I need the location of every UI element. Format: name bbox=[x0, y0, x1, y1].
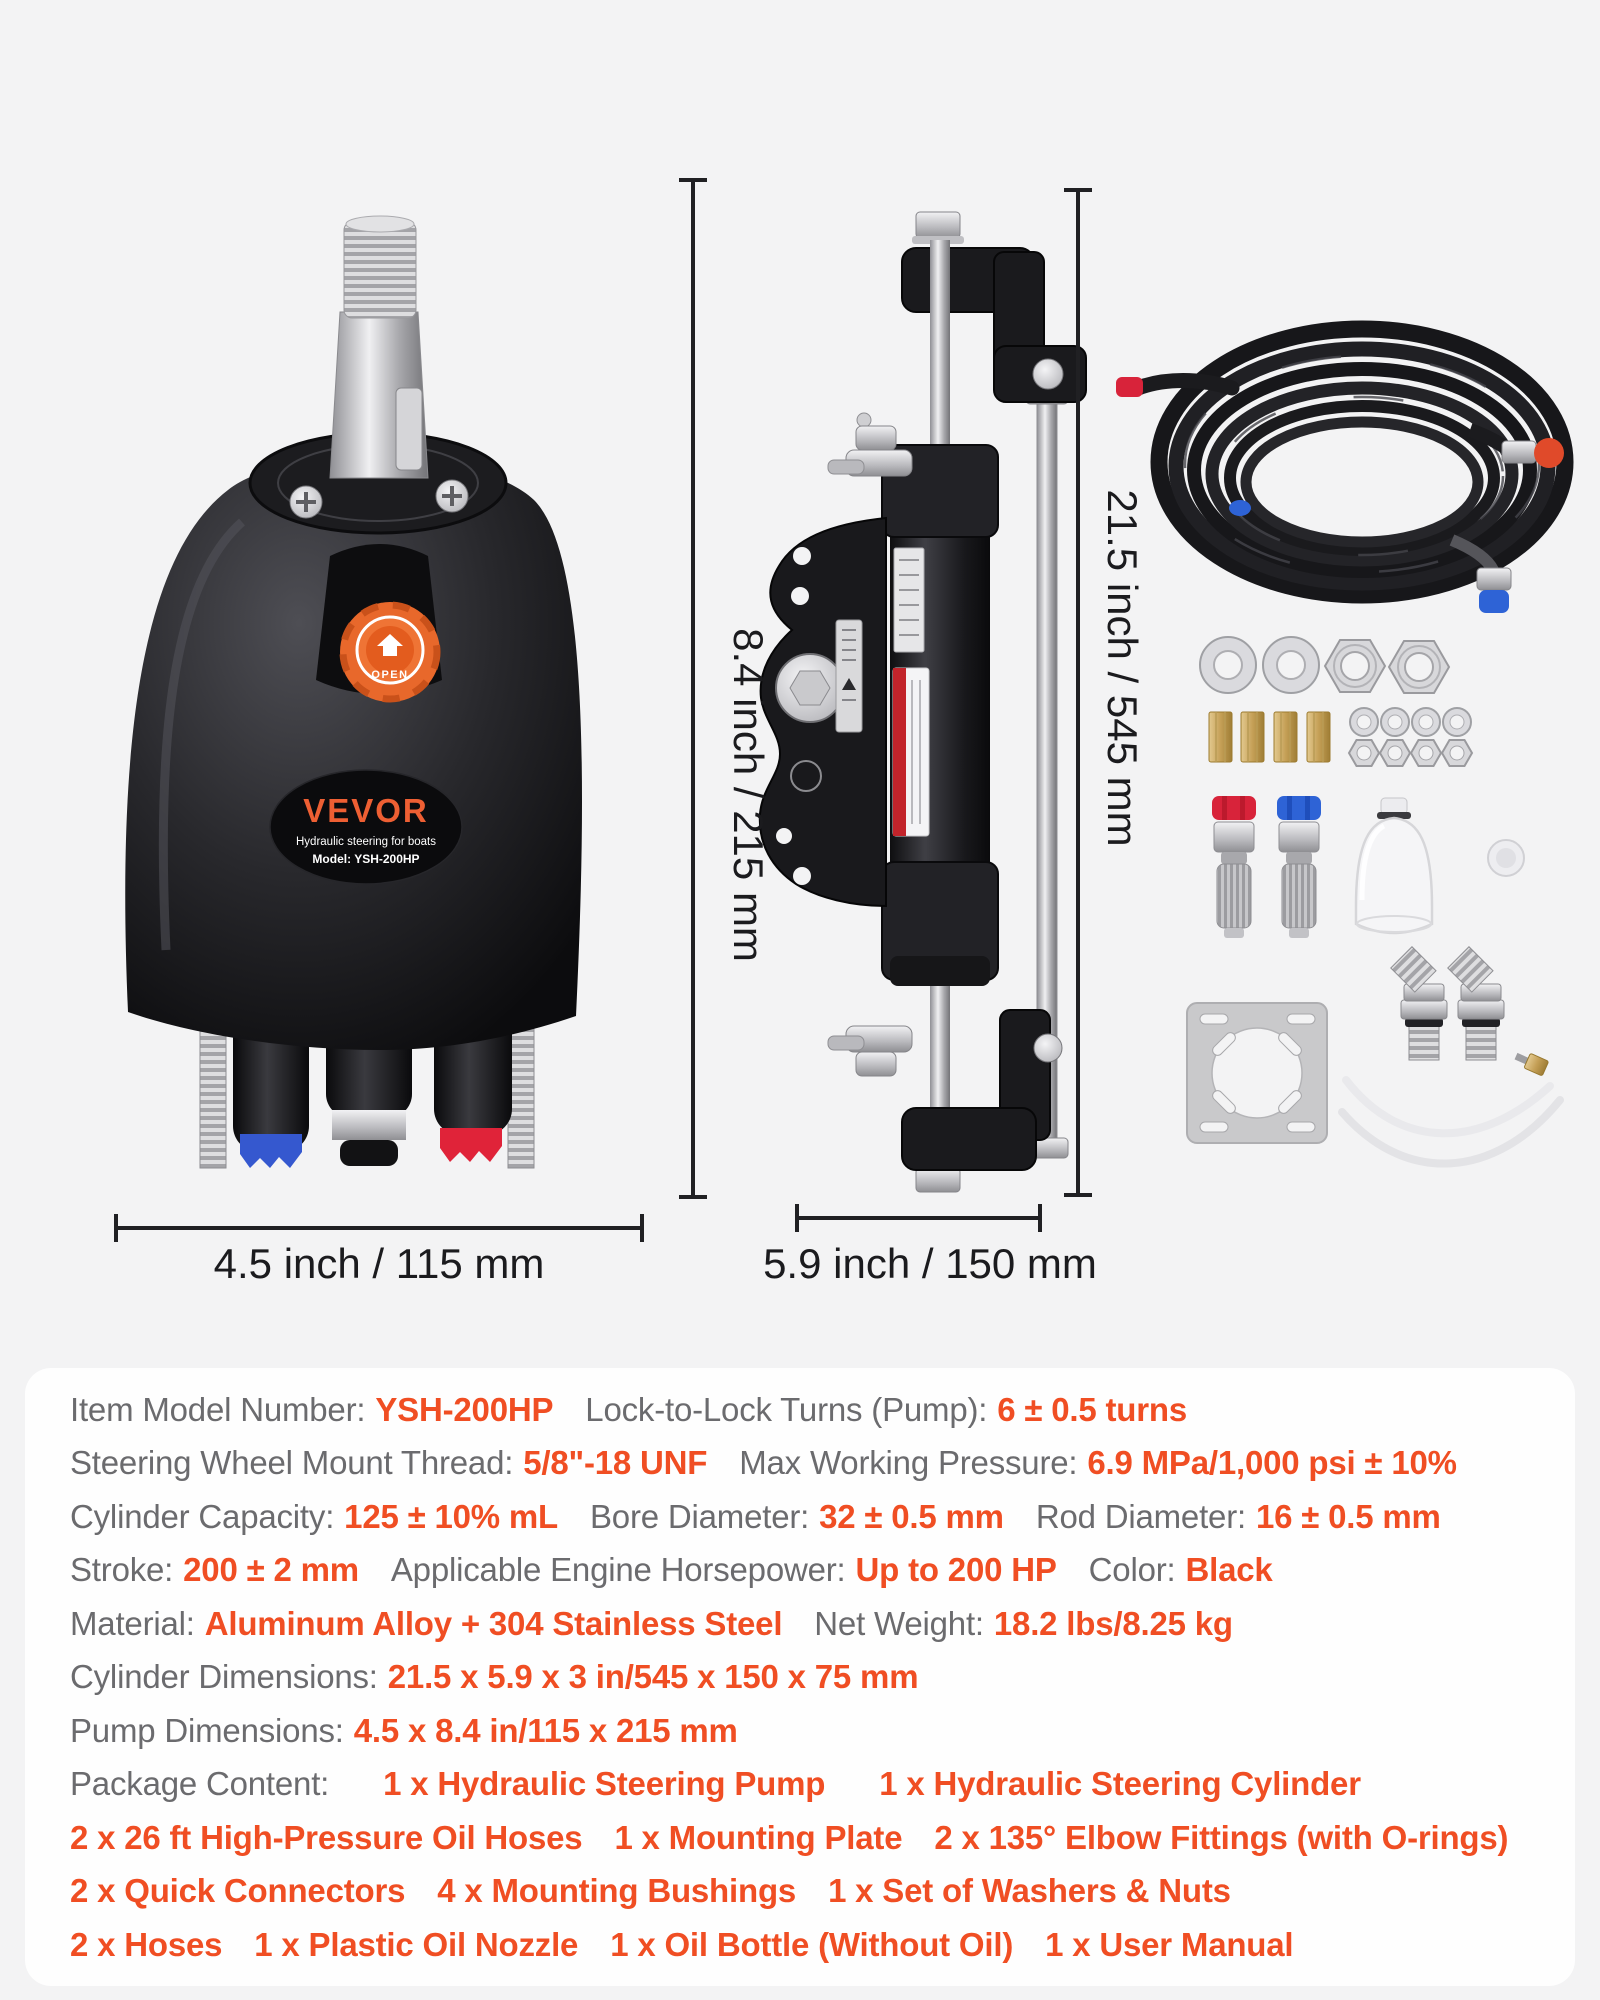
small-hex-nut bbox=[1442, 740, 1472, 766]
spec-label: Item Model Number: bbox=[70, 1390, 366, 1428]
cylinder-spec-sticker bbox=[894, 548, 924, 652]
shaft-keyway bbox=[396, 388, 422, 470]
elbow-fitting bbox=[1391, 947, 1447, 1060]
spec-value: 2 x Hoses bbox=[70, 1925, 223, 1963]
spec-value: 200 ± 2 mm bbox=[183, 1551, 359, 1589]
pump-brand-label bbox=[270, 770, 462, 884]
dimension-label-cylinder-length: 21.5 inch / 545 mm bbox=[1099, 489, 1146, 847]
brand-name: VEVOR bbox=[303, 792, 429, 829]
shaft-thread bbox=[344, 222, 416, 318]
spec-row bbox=[70, 1437, 1557, 1491]
spec-row bbox=[70, 1918, 1557, 1972]
knob-open-label: OPEN bbox=[371, 669, 409, 681]
mounting-bushings bbox=[1209, 712, 1330, 762]
small-washers-and-nuts bbox=[1349, 708, 1472, 766]
spec-value: Black bbox=[1185, 1551, 1273, 1589]
dimension-label-pump-width: 4.5 inch / 115 mm bbox=[213, 1240, 545, 1287]
spec-label: Material: bbox=[70, 1604, 195, 1642]
phillips-screw-icon bbox=[436, 480, 468, 512]
spec-row bbox=[70, 1758, 1557, 1812]
spec-value: 4.5 x 8.4 in/115 x 215 mm bbox=[353, 1711, 738, 1749]
spec-label: Cylinder Dimensions: bbox=[70, 1658, 378, 1696]
spec-value: 32 ± 0.5 mm bbox=[819, 1497, 1004, 1535]
quick-connectors bbox=[1212, 796, 1321, 938]
small-hex-nut bbox=[1349, 740, 1379, 766]
spec-value: 2 x 26 ft High-Pressure Oil Hoses bbox=[70, 1818, 583, 1856]
small-washer bbox=[1412, 708, 1440, 736]
spec-label: Stroke: bbox=[70, 1551, 174, 1589]
spec-row bbox=[70, 1651, 1557, 1705]
spec-value: YSH-200HP bbox=[375, 1390, 554, 1428]
spec-row bbox=[70, 1704, 1557, 1758]
hose-end-blue bbox=[1229, 500, 1251, 516]
quick-connector-blue bbox=[1277, 796, 1321, 938]
hose-end-red-cap bbox=[1116, 377, 1143, 397]
brass-bushing bbox=[1209, 712, 1232, 762]
small-washer bbox=[1443, 708, 1471, 736]
spec-label: Steering Wheel Mount Thread: bbox=[70, 1444, 514, 1482]
specs-card bbox=[25, 1368, 1575, 1986]
pump-illustration bbox=[125, 216, 582, 1168]
dimension-line-cylinder-length bbox=[1064, 190, 1092, 1195]
dimension-label-pump-height: 8.4 inch / 215 mm bbox=[725, 628, 772, 962]
spec-value: 5/8"-18 UNF bbox=[523, 1444, 708, 1482]
spec-value: 6 ± 0.5 turns bbox=[997, 1390, 1187, 1428]
small-hex-nut bbox=[1380, 740, 1410, 766]
spec-value: 18.2 lbs/8.25 kg bbox=[993, 1604, 1233, 1642]
quick-connector-red bbox=[1212, 796, 1256, 938]
spec-value: 16 ± 0.5 mm bbox=[1255, 1497, 1441, 1535]
large-washer bbox=[1200, 637, 1256, 693]
spec-value: 1 x Hydraulic Steering Cylinder bbox=[879, 1765, 1361, 1803]
dimension-line-pump-height bbox=[679, 180, 707, 1197]
cylinder-bottom-fitting bbox=[828, 1026, 912, 1076]
spec-value: 125 ± 10% mL bbox=[344, 1497, 558, 1535]
brass-bushing bbox=[1307, 712, 1330, 762]
spec-value: Aluminum Alloy + 304 Stainless Steel bbox=[204, 1604, 783, 1642]
brass-bushing bbox=[1241, 712, 1264, 762]
dimension-label-cylinder-width: 5.9 inch / 150 mm bbox=[763, 1240, 1097, 1287]
red-port-cap bbox=[440, 1128, 502, 1162]
spec-label: Color: bbox=[1088, 1551, 1176, 1589]
pump-shaft bbox=[330, 216, 428, 478]
brand-tagline: Hydraulic steering for boats bbox=[296, 836, 436, 848]
spec-label: Lock-to-Lock Turns (Pump): bbox=[585, 1390, 988, 1428]
large-washer bbox=[1263, 637, 1319, 693]
open-dial-home-icon bbox=[340, 602, 440, 702]
spec-value: 1 x Oil Bottle (Without Oil) bbox=[610, 1925, 1014, 1963]
cylinder-bottom-arm bbox=[902, 1010, 1050, 1170]
cylinder-mounting-bracket bbox=[760, 518, 886, 906]
small-hex-nut bbox=[1411, 740, 1441, 766]
spec-label: Package Content: bbox=[70, 1765, 330, 1803]
spec-value: 21.5 x 5.9 x 3 in/545 x 150 x 75 mm bbox=[387, 1658, 919, 1696]
dimension-line-pump-width bbox=[116, 1214, 642, 1242]
small-washer bbox=[1350, 708, 1378, 736]
phillips-screw-icon bbox=[290, 486, 322, 518]
cylinder-illustration bbox=[760, 212, 1086, 1192]
clear-hoses bbox=[1342, 1048, 1560, 1163]
brand-model: Model: YSH-200HP bbox=[312, 852, 420, 866]
plastic-cap bbox=[1488, 840, 1524, 876]
warning-label bbox=[836, 620, 862, 732]
spec-value: 1 x User Manual bbox=[1045, 1925, 1294, 1963]
spec-value: 2 x Quick Connectors bbox=[70, 1872, 406, 1910]
elbow-fittings bbox=[1391, 947, 1504, 1060]
spec-row bbox=[70, 1490, 1557, 1544]
spec-label: Rod Diameter: bbox=[1035, 1497, 1246, 1535]
washers-and-nuts-set bbox=[1200, 637, 1449, 693]
blue-port-cap bbox=[240, 1134, 302, 1168]
elbow-fitting bbox=[1448, 947, 1504, 1060]
spec-row bbox=[70, 1811, 1557, 1865]
spec-row bbox=[70, 1597, 1557, 1651]
spec-value: 1 x Plastic Oil Nozzle bbox=[254, 1925, 579, 1963]
spec-value: Up to 200 HP bbox=[855, 1551, 1057, 1589]
spec-value: 1 x Set of Washers & Nuts bbox=[828, 1872, 1231, 1910]
large-hex-nut bbox=[1389, 641, 1449, 693]
pump-dome bbox=[125, 457, 582, 1050]
spec-label: Bore Diameter: bbox=[590, 1497, 810, 1535]
spec-label: Max Working Pressure: bbox=[739, 1444, 1078, 1482]
mounting-plate bbox=[1187, 1003, 1327, 1143]
cylinder-brand-sticker bbox=[893, 668, 929, 836]
piston-rod-top bbox=[930, 240, 950, 450]
oil-bottle bbox=[1356, 798, 1432, 933]
plastic-oil-nozzle bbox=[1513, 1048, 1549, 1076]
spec-row bbox=[70, 1865, 1557, 1919]
spec-value: 1 x Hydraulic Steering Pump bbox=[383, 1765, 826, 1803]
dimension-line-cylinder-width bbox=[797, 1204, 1040, 1232]
spec-label: Net Weight: bbox=[814, 1604, 984, 1642]
hose-coil bbox=[1116, 329, 1565, 613]
spec-value: 2 x 135° Elbow Fittings (with O-rings) bbox=[934, 1818, 1509, 1856]
hose-fitting-blue-cap bbox=[1479, 590, 1509, 613]
hose-fitting-red-cap bbox=[1534, 438, 1564, 468]
spec-label: Cylinder Capacity: bbox=[70, 1497, 335, 1535]
spec-value: 1 x Mounting Plate bbox=[614, 1818, 903, 1856]
spec-value: 4 x Mounting Bushings bbox=[437, 1872, 797, 1910]
spec-row bbox=[70, 1383, 1557, 1437]
brass-bushing bbox=[1274, 712, 1297, 762]
small-washer bbox=[1381, 708, 1409, 736]
spec-label: Applicable Engine Horsepower: bbox=[390, 1551, 846, 1589]
spec-value: 6.9 MPa/1,000 psi ± 10% bbox=[1087, 1444, 1457, 1482]
spec-row bbox=[70, 1544, 1557, 1598]
spec-label: Pump Dimensions: bbox=[70, 1711, 344, 1749]
large-hex-nut bbox=[1325, 640, 1385, 692]
